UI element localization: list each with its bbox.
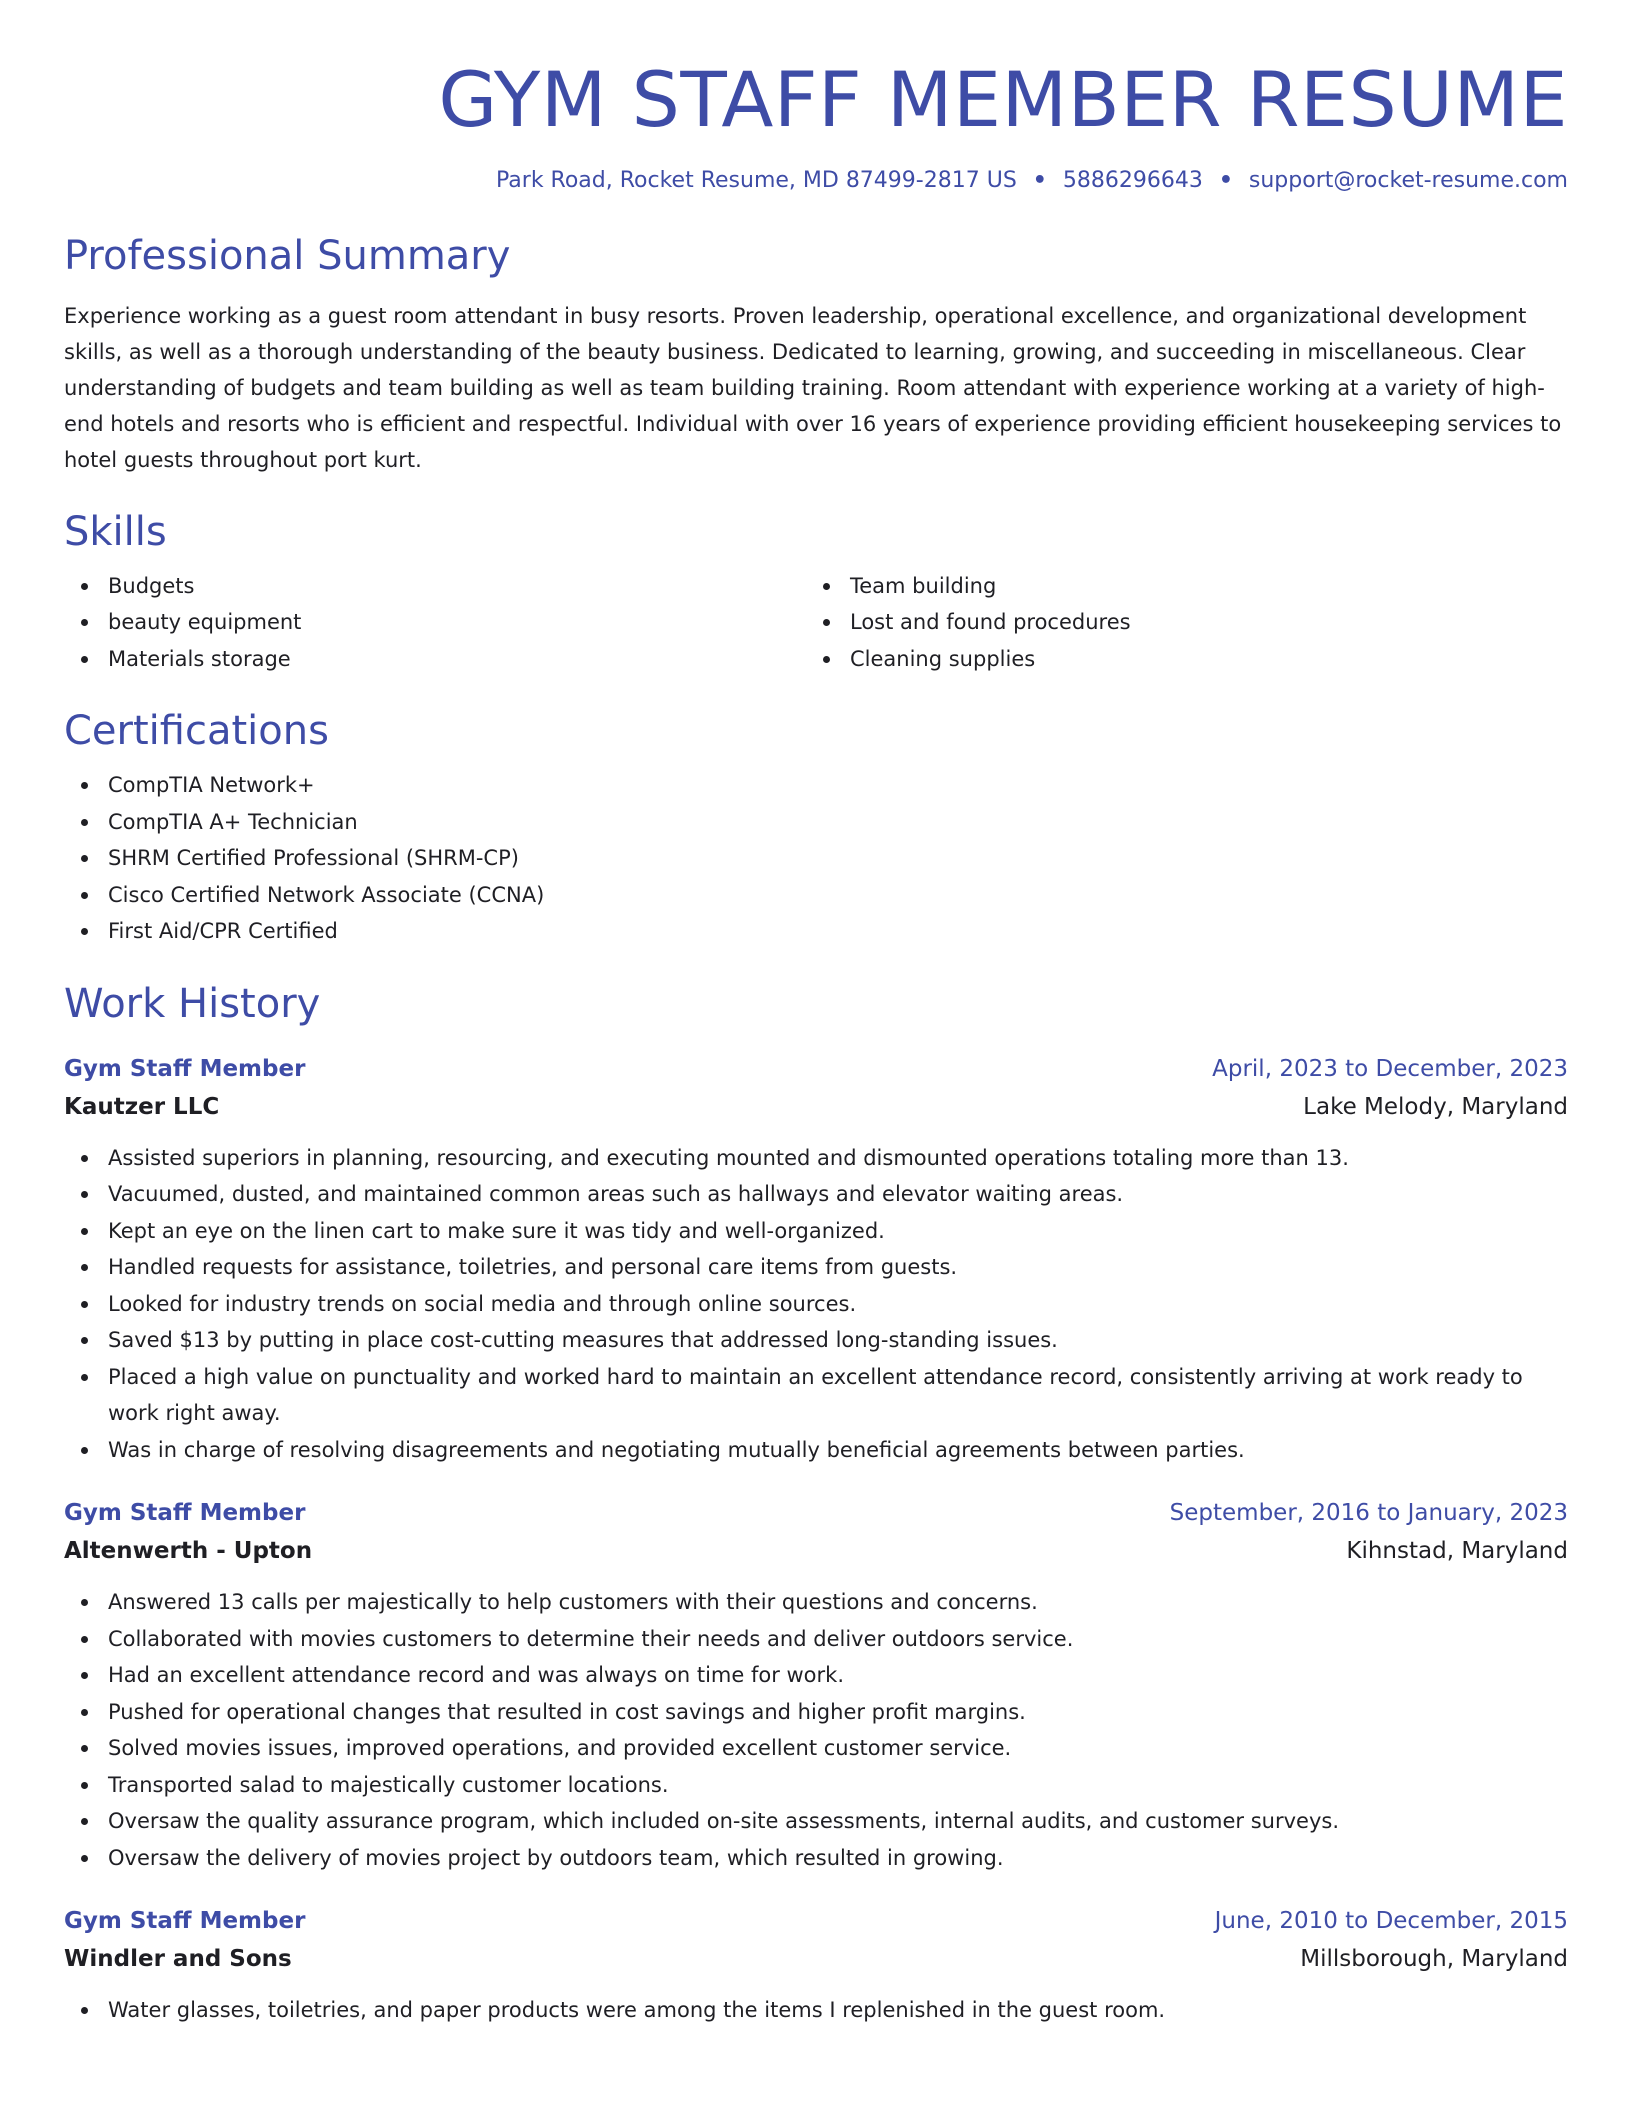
job-duty: Kept an eye on the linen cart to make sure it was tidy and well-organized. [108,1213,1568,1250]
job-entry [64,1052,1568,1469]
work-history-heading: Work History [64,980,321,1027]
job-duties-list [64,1992,1568,2029]
skill-item: Cleaning supplies [850,641,1548,678]
contact-phone: 5886296643 [1062,168,1203,193]
contact-address: Park Road, Rocket Resume, MD 87499-2817 US [496,168,1017,193]
certification-item: Cisco Certified Network Associate (CCNA) [108,877,1568,914]
job-company: Kautzer LLC [64,1093,220,1120]
job-duty: Looked for industry trends on social media and through online sources. [108,1286,1568,1323]
job-duty: Had an excellent attendance record and was always on time for work. [108,1657,1568,1694]
contact-line [64,167,1568,196]
job-duty: Handled requests for assistance, toiletries, and personal care items from guests. [108,1249,1568,1286]
summary-text: Experience working as a guest room attendant in busy resorts. Proven leadership, operational excellence, and organizational development skills, as well as a thorough understanding of the beauty business. Dedicated to learning, growing, and succeeding in miscellaneous. Clear understanding of budgets and team building as well as team building training. Room attendant with experience working at a variety of high-end hotels and resorts who is efficient and respectful. Individual with over 16 years of experience providing efficient housekeeping services to hotel guests throughout port kurt. [64,303,1562,472]
skills-column-left [64,568,806,678]
job-duties-list [64,1140,1568,1469]
job-location: Lake Melody, Maryland [1303,1093,1568,1120]
skills-list [64,556,1568,678]
job-duty: Oversaw the delivery of movies project by outdoors team, which resulted in growing. [108,1840,1568,1877]
contact-separator: • [1032,168,1047,193]
job-duty: Pushed for operational changes that resulted in cost savings and higher profit margins. [108,1694,1568,1731]
job-duty: Oversaw the quality assurance program, which included on-site assessments, internal audits, and customer surveys. [108,1803,1568,1840]
job-company: Windler and Sons [64,1946,292,1973]
certifications-list [64,767,1568,950]
job-duty: Saved $13 by putting in place cost-cutting measures that addressed long-standing issues. [108,1322,1568,1359]
skill-item: Lost and found procedures [850,604,1548,641]
job-dates: April, 2023 to December, 2023 [1212,1055,1568,1082]
job-company: Altenwerth - Upton [64,1538,313,1565]
job-dates: September, 2016 to January, 2023 [1169,1500,1568,1527]
skill-item: Materials storage [108,641,806,678]
resume-page [64,0,1568,2029]
job-title: Gym Staff Member [64,1055,306,1082]
job-duty: Water glasses, toiletries, and paper products were among the items I replenished in the guest room. [108,1992,1568,2029]
job-title: Gym Staff Member [64,1500,306,1527]
skills-heading: Skills [64,508,167,555]
page-title: GYM STAFF MEMBER RESUME [438,55,1568,144]
job-duty: Answered 13 calls per majestically to help customers with their questions and concerns. [108,1584,1568,1621]
skill-item: beauty equipment [108,604,806,641]
job-entry [64,1496,1568,1876]
job-dates: June, 2010 to December, 2015 [1214,1908,1568,1935]
certification-item: SHRM Certified Professional (SHRM-CP) [108,840,1568,877]
job-title: Gym Staff Member [64,1908,306,1935]
job-location: Millsborough, Maryland [1300,1946,1568,1973]
contact-separator: • [1218,168,1233,193]
job-duty: Placed a high value on punctuality and worked hard to maintain an excellent attendance record, consistently arriving at work ready to work right away. [108,1359,1568,1432]
certification-item: First Aid/CPR Certified [108,913,1568,950]
certification-item: CompTIA Network+ [108,767,1568,804]
summary-heading: Professional Summary [64,232,511,279]
job-duty: Transported salad to majestically customer locations. [108,1767,1568,1804]
job-duty: Collaborated with movies customers to determine their needs and deliver outdoors service. [108,1621,1568,1658]
job-duties-list [64,1584,1568,1876]
job-location: Kihnstad, Maryland [1346,1538,1568,1565]
job-duty: Solved movies issues, improved operations, and provided excellent customer service. [108,1730,1568,1767]
certification-item: CompTIA A+ Technician [108,804,1568,841]
skills-column-right [806,568,1548,678]
contact-email: support@rocket-resume.com [1248,168,1568,193]
job-duty: Assisted superiors in planning, resourcing, and executing mounted and dismounted operations totaling more than 13. [108,1140,1568,1177]
skill-item: Budgets [108,568,806,605]
job-entry [64,1904,1568,2029]
certifications-heading: Certifications [64,708,329,755]
job-duty: Vacuumed, dusted, and maintained common areas such as hallways and elevator waiting areas. [108,1176,1568,1213]
job-duty: Was in charge of resolving disagreements and negotiating mutually beneficial agreements between parties. [108,1432,1568,1469]
skill-item: Team building [850,568,1548,605]
